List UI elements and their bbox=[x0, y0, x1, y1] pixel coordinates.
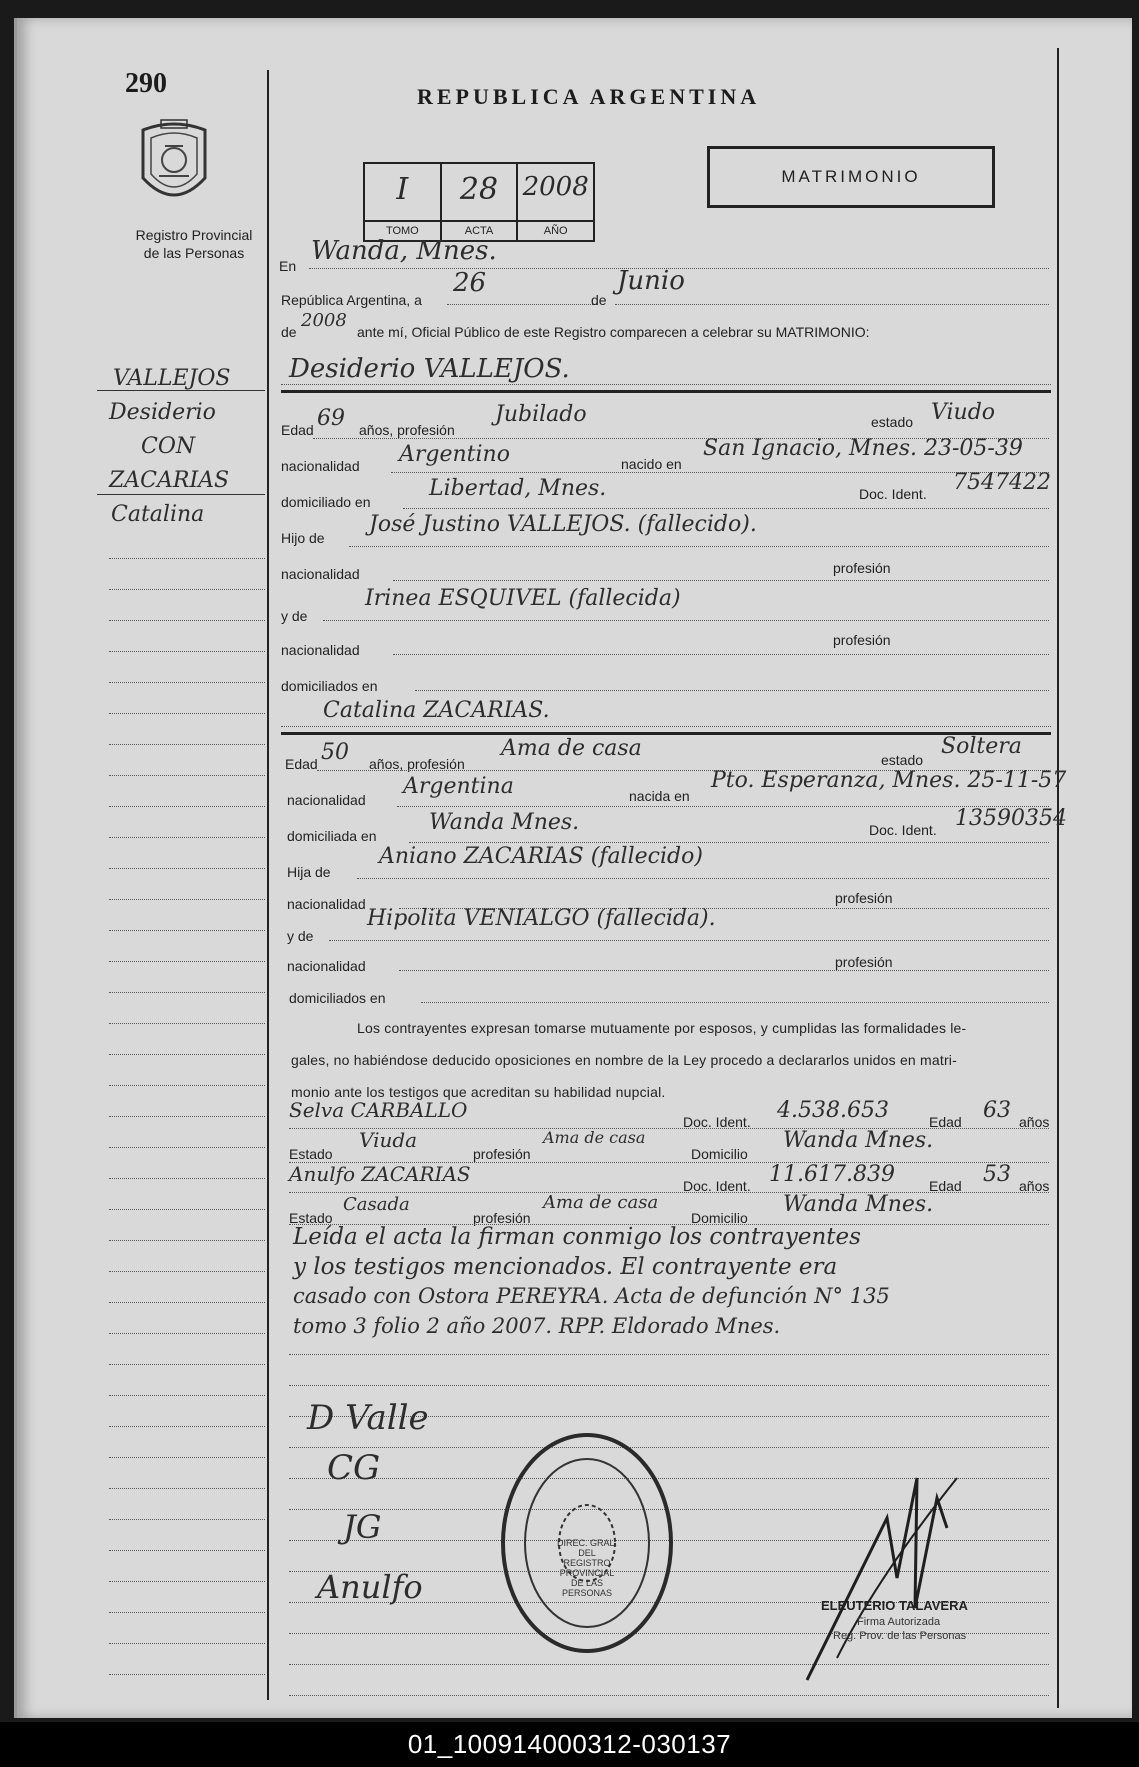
margin-line-2: Desiderio bbox=[109, 400, 216, 425]
intro-text: ante mí, Oficial Público de este Registro comparecen a celebrar su MATRIMONIO: bbox=[357, 324, 870, 340]
margin-line-3: CON bbox=[141, 434, 196, 459]
record-type-box: MATRIMONIO bbox=[707, 146, 995, 208]
bride-name-line bbox=[281, 726, 1051, 727]
margin-divider bbox=[267, 70, 269, 1700]
scan-id-footer: 01_100914000312-030137 bbox=[0, 1722, 1139, 1767]
main-ruled-line bbox=[289, 1385, 1049, 1386]
margin-ruled-line bbox=[109, 930, 265, 931]
margin-ruled-line bbox=[109, 1550, 265, 1551]
bride-nacida-label: nacida en bbox=[629, 788, 690, 804]
groom-domiciliados-label: domiciliados en bbox=[281, 678, 378, 694]
registry-name bbox=[109, 226, 279, 262]
bride-madre: Hipolita VENIALGO (fallecida). bbox=[367, 906, 716, 931]
bride-edad: 50 bbox=[321, 740, 349, 765]
groom-edad: 69 bbox=[317, 406, 345, 431]
bride-domiciliados-line bbox=[421, 1002, 1049, 1003]
margin-ruled-line bbox=[109, 1240, 265, 1241]
register-page bbox=[14, 18, 1132, 1718]
groom-yde-label: y de bbox=[281, 608, 308, 624]
groom-doc-label: Doc. Ident. bbox=[859, 486, 927, 502]
right-border bbox=[1057, 48, 1059, 1708]
registry-seal-icon bbox=[135, 116, 213, 214]
groom-name-line bbox=[281, 384, 1051, 385]
en-label: En bbox=[279, 258, 297, 274]
declaration-line-2: gales, no habiéndose deducido oposiciones en nombre de la Ley procedo a declararlos unidos en matri- bbox=[291, 1052, 957, 1068]
witness-1-estado-label: Estado bbox=[289, 1146, 333, 1162]
margin-ruled-line bbox=[109, 1116, 265, 1117]
witness-2-domicilio-label: Domicilio bbox=[691, 1210, 748, 1226]
note-line-3: casado con Ostora PEREYRA. Acta de defunción N° 135 bbox=[293, 1284, 890, 1308]
groom-domiciliados-line bbox=[415, 690, 1049, 691]
signature-groom: D Valle bbox=[307, 1398, 429, 1438]
main-ruled-line bbox=[289, 1695, 1049, 1696]
groom-name: Desiderio VALLEJOS. bbox=[289, 354, 570, 384]
bride-nacida: Pto. Esperanza, Mnes. 25-11-57 bbox=[711, 768, 1067, 793]
witness-2-name: Anulfo ZACARIAS bbox=[289, 1162, 471, 1186]
margin-ruled-line bbox=[109, 1395, 265, 1396]
witness-1-domicilio-label: Domicilio bbox=[691, 1146, 748, 1162]
margin-ruled-line bbox=[109, 713, 265, 714]
groom-madre-line bbox=[323, 620, 1049, 621]
margin-ruled-line bbox=[109, 558, 265, 559]
bride-separator bbox=[281, 732, 1051, 735]
day-line bbox=[447, 304, 597, 305]
witness-2-estado: Casada bbox=[343, 1194, 410, 1215]
bride-yde-label: y de bbox=[287, 928, 314, 944]
page-content bbox=[17, 18, 1132, 1718]
margin-ruled-line bbox=[109, 1457, 265, 1458]
groom-domicilio-label: domiciliado en bbox=[281, 494, 371, 510]
margin-ruled-line bbox=[109, 1581, 265, 1582]
signature-bride: CG bbox=[327, 1448, 381, 1488]
groom-nacionalidad: Argentino bbox=[399, 442, 510, 467]
witness-1-doc: 4.538.653 bbox=[777, 1098, 889, 1123]
margin-ruled-line bbox=[109, 992, 265, 993]
official-role-1: Firma Autorizada bbox=[857, 1616, 941, 1628]
groom-padre-nac-line bbox=[393, 580, 1049, 581]
margin-ruled-line bbox=[109, 1302, 265, 1303]
witness-2-profesion-label: profesión bbox=[473, 1210, 531, 1226]
bride-profesion: Ama de casa bbox=[501, 736, 642, 761]
margin-line-1: VALLEJOS bbox=[113, 366, 231, 391]
year-value: 2008 bbox=[522, 172, 589, 202]
witness-1-estado: Viuda bbox=[359, 1128, 418, 1152]
groom-padre-nac-label: nacionalidad bbox=[281, 566, 360, 582]
margin-line-5: Catalina bbox=[111, 502, 205, 527]
note-line-4: tomo 3 folio 2 año 2007. RPP. Eldorado Mnes. bbox=[293, 1314, 781, 1338]
groom-domicilio: Libertad, Mnes. bbox=[429, 476, 607, 501]
groom-padre-prof-label: profesión bbox=[833, 560, 891, 576]
bride-madre-prof-label: profesión bbox=[835, 954, 893, 970]
tomo-label: TOMO bbox=[365, 220, 440, 240]
groom-doc: 7547422 bbox=[953, 470, 1051, 495]
registry-line-2: de las Personas bbox=[143, 245, 245, 261]
bride-nac-line bbox=[397, 806, 1049, 807]
witness-2-anos-label: años bbox=[1019, 1178, 1050, 1194]
witness-1-profesion: Ama de casa bbox=[543, 1128, 646, 1147]
groom-madre: Irinea ESQUIVEL (fallecida) bbox=[365, 586, 681, 611]
groom-nacido-label: nacido en bbox=[621, 456, 682, 472]
country-title: REPUBLICA ARGENTINA bbox=[417, 84, 761, 109]
signature-witness-1: JG bbox=[343, 1508, 382, 1546]
margin-ruled-line bbox=[109, 1488, 265, 1489]
main-ruled-line bbox=[289, 1354, 1049, 1355]
margin-ruled-line bbox=[109, 1519, 265, 1520]
bride-nacionalidad: Argentina bbox=[403, 774, 514, 799]
bride-madre-line bbox=[329, 940, 1049, 941]
bride-dom-line bbox=[409, 842, 1049, 843]
registry-line-1: Registro Provincial bbox=[135, 227, 253, 243]
witness-2-edad: 53 bbox=[983, 1162, 1011, 1187]
groom-nacido: San Ignacio, Mnes. 23-05-39 bbox=[703, 436, 1023, 461]
tomo-cell bbox=[365, 164, 442, 240]
margin-ruled-line bbox=[109, 1023, 265, 1024]
margin-ruled-line bbox=[109, 1054, 265, 1055]
bride-domiciliados-label: domiciliados en bbox=[289, 990, 386, 1006]
note-line-1: Leída el acta la firman conmigo los contrayentes bbox=[293, 1224, 861, 1250]
margin-ruled-line bbox=[109, 837, 265, 838]
official-role-2: Reg. Prov. de las Personas bbox=[833, 1630, 967, 1642]
margin-ruled-line bbox=[109, 899, 265, 900]
bride-profesion-label: años, profesión bbox=[369, 756, 465, 772]
margin-ruled-line bbox=[109, 1209, 265, 1210]
acta-label: ACTA bbox=[442, 220, 517, 240]
acta-value: 28 bbox=[459, 172, 499, 207]
margin-ruled-line bbox=[109, 620, 265, 621]
groom-estado: Viudo bbox=[931, 400, 996, 425]
bride-padre: Aniano ZACARIAS (fallecido) bbox=[379, 844, 703, 869]
bride-estado-label: estado bbox=[881, 752, 924, 768]
declaration-line-1: Los contrayentes expresan tomarse mutuamente por esposos, y cumplidas las formalidades le- bbox=[357, 1020, 967, 1036]
witness-2-doc-label: Doc. Ident. bbox=[683, 1178, 751, 1194]
note-line-2: y los testigos mencionados. El contrayente era bbox=[293, 1254, 838, 1280]
bride-domicilio-label: domiciliada en bbox=[287, 828, 377, 844]
place-value: Wanda, Mnes. bbox=[311, 236, 497, 266]
witness-1-domicilio: Wanda Mnes. bbox=[783, 1128, 934, 1153]
witness-1-name: Selva CARBALLO bbox=[289, 1098, 468, 1122]
de-label: de bbox=[591, 292, 607, 308]
republica-label: República Argentina, a bbox=[281, 292, 422, 308]
stamp-text: DIREC. GRAL. DEL REGISTRO PROVINCIAL DE LAS PERSONAS bbox=[557, 1538, 618, 1598]
bride-hija-label: Hija de bbox=[287, 864, 331, 880]
groom-padre-line bbox=[349, 546, 1049, 547]
margin-line-4: ZACARIAS bbox=[109, 468, 230, 493]
tomo-value: I bbox=[396, 172, 409, 207]
groom-profesion: Jubilado bbox=[495, 402, 587, 427]
groom-profesion-label: años, profesión bbox=[359, 422, 455, 438]
margin-ruled-line bbox=[109, 806, 265, 807]
bride-nacionalidad-label: nacionalidad bbox=[287, 792, 366, 808]
year-written: 2008 bbox=[301, 310, 347, 331]
witness-1-doc-label: Doc. Ident. bbox=[683, 1114, 751, 1130]
witness-1-edad: 63 bbox=[983, 1098, 1011, 1123]
de-year-label: de bbox=[281, 324, 297, 340]
groom-madre-prof-label: profesión bbox=[833, 632, 891, 648]
margin-ruled-line bbox=[109, 1643, 265, 1644]
witness-2-profesion: Ama de casa bbox=[543, 1192, 659, 1213]
margin-ruled-line bbox=[109, 682, 265, 683]
bride-doc-label: Doc. Ident. bbox=[869, 822, 937, 838]
margin-ruled-line bbox=[109, 589, 265, 590]
month-line bbox=[615, 304, 1049, 305]
margin-ruled-line bbox=[109, 1085, 265, 1086]
margin-ruled-line bbox=[109, 868, 265, 869]
bride-edad-label: Edad bbox=[285, 756, 318, 772]
margin-ruled-line bbox=[109, 1612, 265, 1613]
witness-2-name-line bbox=[289, 1192, 1049, 1193]
groom-dom-line bbox=[403, 508, 1049, 509]
margin-ruled-line bbox=[109, 775, 265, 776]
bride-padre-prof-label: profesión bbox=[835, 890, 893, 906]
witness-2-estado-label: Estado bbox=[289, 1210, 333, 1226]
groom-madre-nac-line bbox=[393, 654, 1049, 655]
witness-2-domicilio: Wanda Mnes. bbox=[783, 1192, 934, 1217]
bride-name: Catalina ZACARIAS. bbox=[323, 698, 550, 723]
groom-madre-nac-label: nacionalidad bbox=[281, 642, 360, 658]
signature-witness-2: Anulfo bbox=[317, 1568, 423, 1606]
bride-doc: 13590354 bbox=[955, 806, 1067, 831]
groom-nacionalidad-label: nacionalidad bbox=[281, 458, 360, 474]
margin-ruled-line bbox=[109, 1364, 265, 1365]
groom-hijo-label: Hijo de bbox=[281, 530, 325, 546]
margin-ruled-line bbox=[109, 1426, 265, 1427]
bride-madre-nac-label: nacionalidad bbox=[287, 958, 366, 974]
bride-domicilio: Wanda Mnes. bbox=[429, 810, 580, 835]
page-number: 290 bbox=[125, 68, 167, 99]
groom-edad-label: Edad bbox=[281, 422, 314, 438]
bride-padre-line bbox=[357, 878, 1049, 879]
witness-1-profesion-label: profesión bbox=[473, 1146, 531, 1162]
day-value: 26 bbox=[453, 268, 487, 298]
groom-estado-label: estado bbox=[871, 414, 914, 430]
margin-ruled-line bbox=[109, 1333, 265, 1334]
year-label: AÑO bbox=[518, 220, 593, 240]
groom-nac-line bbox=[391, 472, 1049, 473]
margin-ruled-line bbox=[109, 744, 265, 745]
witness-2-doc: 11.617.839 bbox=[769, 1162, 895, 1187]
witness-1-edad-label: Edad bbox=[929, 1114, 962, 1130]
acta-cell bbox=[442, 164, 519, 240]
declaration-line-3: monio ante los testigos que acreditan su habilidad nupcial. bbox=[291, 1084, 666, 1100]
witness-2-edad-label: Edad bbox=[929, 1178, 962, 1194]
margin-ruled-line bbox=[109, 1271, 265, 1272]
margin-ruled-line bbox=[109, 1178, 265, 1179]
margin-mid-rule bbox=[97, 494, 265, 495]
official-signature-icon bbox=[797, 1458, 967, 1688]
bride-estado: Soltera bbox=[941, 734, 1022, 759]
official-name: ELEUTERIO TALAVERA bbox=[821, 1598, 968, 1613]
margin-ruled-line bbox=[109, 1674, 265, 1675]
month-value: Junio bbox=[617, 266, 685, 296]
witness-1-anos-label: años bbox=[1019, 1114, 1050, 1130]
year-cell bbox=[518, 164, 593, 240]
bride-padre-nac-label: nacionalidad bbox=[287, 896, 366, 912]
record-reference-box bbox=[363, 162, 595, 242]
groom-padre: José Justino VALLEJOS. (fallecido). bbox=[369, 512, 757, 537]
groom-separator bbox=[281, 390, 1051, 393]
margin-ruled-line bbox=[109, 961, 265, 962]
margin-ruled-line bbox=[109, 651, 265, 652]
bride-madre-nac-line bbox=[399, 970, 1049, 971]
margin-ruled-line bbox=[109, 1147, 265, 1148]
